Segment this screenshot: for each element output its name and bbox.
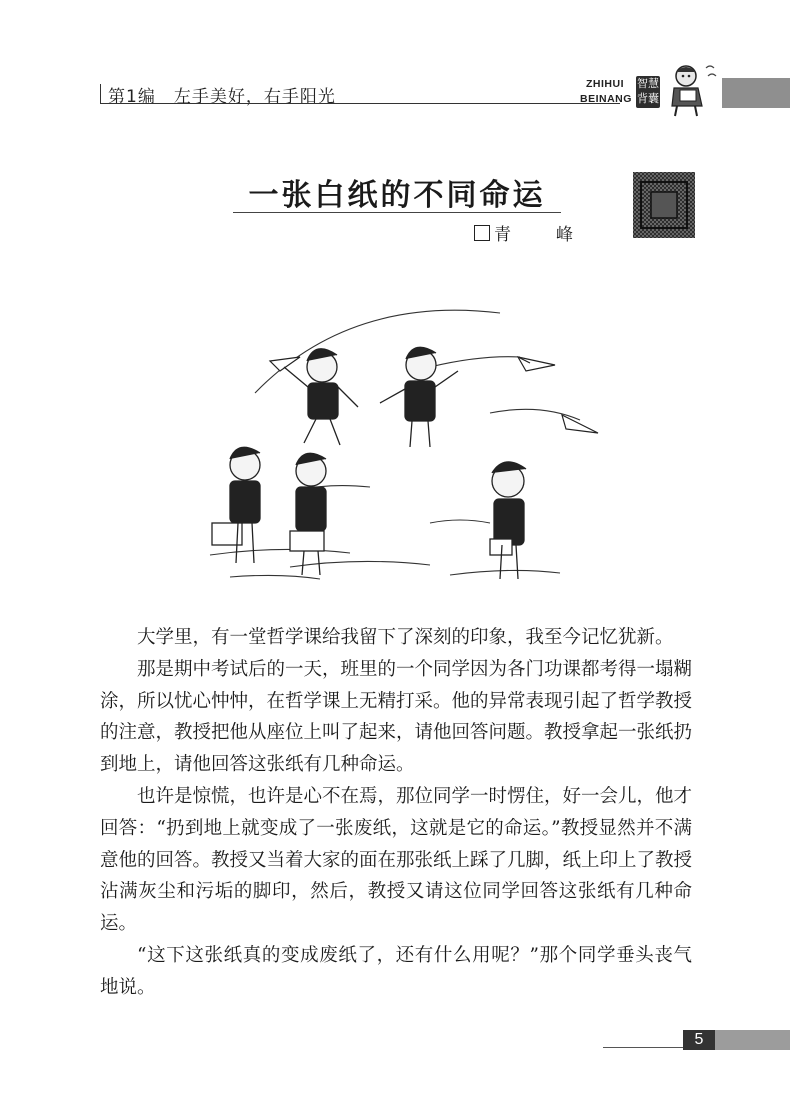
textured-stamp-icon (633, 172, 695, 238)
header-tick (100, 84, 101, 104)
brand-cn-badge (636, 76, 660, 108)
chapter-title: 第1编 左手美好，右手阳光 (108, 87, 336, 107)
author-line (474, 220, 587, 245)
article-title: 一张白纸的不同命运 (248, 178, 546, 213)
brand-cn-line2: 背囊 (637, 92, 659, 105)
brand-cn-line1: 智慧 (637, 77, 659, 90)
paragraph-3: 也许是惊慌，也许是心不在焉，那位同学一时愣住，好一会儿，他才回答：“扔到地上就变成了一张废纸，这就是它的命运。”教授显然并不满意他的回答。教授又当着大家的面在那张纸上踩了几脚，纸上印上了教授沾满灰尘和污垢的脚印，然后，教授又请这位同学回答这张纸有几种命运。 (100, 785, 693, 935)
brand-en-line1: ZHIHUI (586, 78, 624, 90)
paragraph-1: 大学里，有一堂哲学课给我留下了深刻的印象，我至今记忆犹新。 (137, 627, 674, 648)
footer-rule (603, 1047, 683, 1048)
title-rule (233, 212, 561, 213)
brand-en-line2: BEINANG (580, 93, 632, 105)
author-box-icon (474, 225, 490, 241)
header-rule (100, 103, 620, 104)
footer-bar (715, 1030, 790, 1050)
page-header (0, 0, 790, 120)
header-bar (722, 78, 790, 108)
paragraph-2: 那是期中考试后的一天，班里的一个同学因为各门功课都考得一塌糊涂，所以忧心忡忡，在哲学课上无精打采。他的异常表现引起了哲学教授的注意，教授把他从座位上叫了起来，请他回答问题。教授拿起一张纸扔到地上，请他回答这张纸有几种命运。 (100, 658, 693, 776)
children-throwing-paper-planes-illustration (200, 295, 610, 595)
article-body (100, 622, 692, 1004)
paragraph-4: “这下这张纸真的变成废纸了，还有什么用呢？”那个同学垂头丧气地说。 (100, 944, 692, 998)
reading-child-mascot-icon (662, 60, 722, 118)
author-name: 青 峰 (494, 225, 587, 245)
page-number: 5 (683, 1030, 715, 1050)
